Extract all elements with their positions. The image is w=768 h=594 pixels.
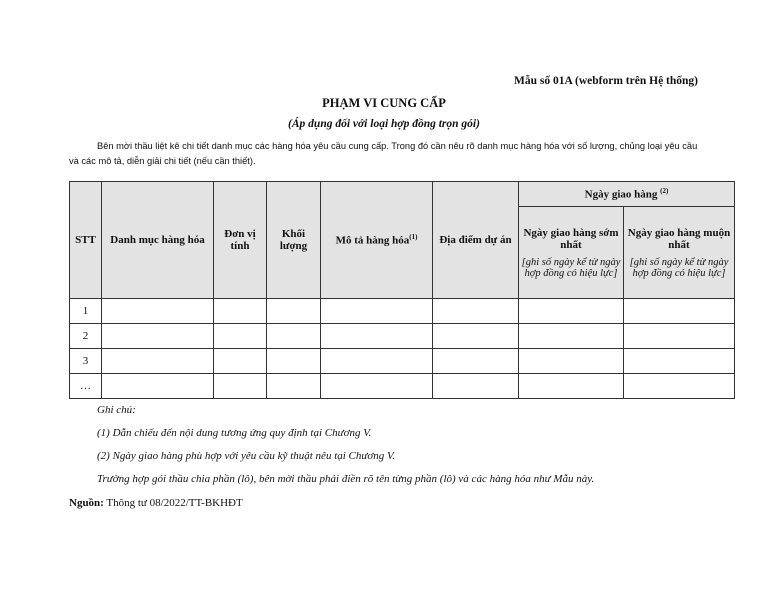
cell-description[interactable] xyxy=(321,324,433,349)
header-description xyxy=(321,182,433,299)
source-text: Thông tư 08/2022/TT-BKHĐT xyxy=(103,497,243,509)
cell-location[interactable] xyxy=(433,374,519,399)
header-latest xyxy=(624,207,735,299)
cell-item[interactable] xyxy=(102,324,214,349)
cell-item[interactable] xyxy=(102,349,214,374)
header-quantity: Khối lượng xyxy=(267,182,321,299)
header-location: Địa điểm dự án xyxy=(433,182,519,299)
header-earliest-note: [ghi số ngày kể từ ngày hợp đồng có hiệu lực] xyxy=(521,256,621,279)
cell-description[interactable] xyxy=(321,299,433,324)
row-stt: … xyxy=(70,374,102,399)
table-row xyxy=(70,374,735,399)
cell-item[interactable] xyxy=(102,299,214,324)
cell-latest[interactable] xyxy=(624,299,735,324)
header-description-label: Mô tả hàng hóa xyxy=(335,234,410,247)
header-latest-label: Ngày giao hàng muộn nhất xyxy=(627,226,731,251)
header-stt: STT xyxy=(70,182,102,299)
row-stt: 1 xyxy=(70,299,102,324)
cell-quantity[interactable] xyxy=(267,299,321,324)
header-earliest-label: Ngày giao hàng sớm nhất xyxy=(523,226,619,251)
cell-unit[interactable] xyxy=(214,374,267,399)
row-stt: 3 xyxy=(70,349,102,374)
page-subtitle: (Áp dụng đối với loại hợp đồng trọn gói) xyxy=(288,118,480,130)
cell-description[interactable] xyxy=(321,349,433,374)
cell-latest[interactable] xyxy=(624,349,735,374)
header-description-sup: (1) xyxy=(409,233,418,242)
notes-section xyxy=(97,404,594,496)
cell-location[interactable] xyxy=(433,299,519,324)
cell-unit[interactable] xyxy=(214,299,267,324)
cell-quantity[interactable] xyxy=(267,349,321,374)
cell-earliest[interactable] xyxy=(519,299,624,324)
notes-heading: Ghi chú: xyxy=(97,404,136,416)
intro-paragraph: Bên mời thầu liệt kê chi tiết danh mục các hàng hóa yêu cầu cung cấp. Trong đó cần nêu rõ danh mục hàng hóa với số lượng, chủng loại yêu cầu và các mô tả, diễn giải chi tiết (nếu cần thiết). xyxy=(69,141,698,166)
source-label: Nguồn: xyxy=(69,497,104,509)
cell-description[interactable] xyxy=(321,374,433,399)
table-row xyxy=(70,324,735,349)
cell-earliest[interactable] xyxy=(519,349,624,374)
header-latest-note: [ghi số ngày kể từ ngày hợp đồng có hiệu lực] xyxy=(629,256,729,279)
header-delivery-sup: (2) xyxy=(660,187,669,196)
cell-quantity[interactable] xyxy=(267,374,321,399)
cell-latest[interactable] xyxy=(624,374,735,399)
cell-item[interactable] xyxy=(102,374,214,399)
scope-table xyxy=(69,181,735,399)
note-3: Trường hợp gói thầu chia phần (lô), bên mời thầu phải điền rõ tên từng phần (lô) và các hàng hóa như Mẫu này. xyxy=(97,473,595,485)
cell-earliest[interactable] xyxy=(519,374,624,399)
cell-location[interactable] xyxy=(433,349,519,374)
table-row xyxy=(70,299,735,324)
header-item: Danh mục hàng hóa xyxy=(102,182,214,299)
source-line xyxy=(69,497,243,509)
header-delivery xyxy=(519,182,735,207)
cell-location[interactable] xyxy=(433,324,519,349)
table-row xyxy=(70,349,735,374)
cell-quantity[interactable] xyxy=(267,324,321,349)
row-stt: 2 xyxy=(70,324,102,349)
header-unit: Đơn vị tính xyxy=(214,182,267,299)
cell-unit[interactable] xyxy=(214,324,267,349)
note-1: (1) Dẫn chiếu đến nội dung tương ứng quy định tại Chương V. xyxy=(97,427,372,439)
cell-earliest[interactable] xyxy=(519,324,624,349)
header-earliest xyxy=(519,207,624,299)
note-2: (2) Ngày giao hàng phù hợp với yêu cầu kỹ thuật nêu tại Chương V. xyxy=(97,450,396,462)
form-number: Mẫu số 01A (webform trên Hệ thống) xyxy=(514,75,698,87)
cell-unit[interactable] xyxy=(214,349,267,374)
cell-latest[interactable] xyxy=(624,324,735,349)
header-delivery-label: Ngày giao hàng xyxy=(584,188,658,201)
page-title: PHẠM VI CUNG CẤP xyxy=(322,96,446,110)
